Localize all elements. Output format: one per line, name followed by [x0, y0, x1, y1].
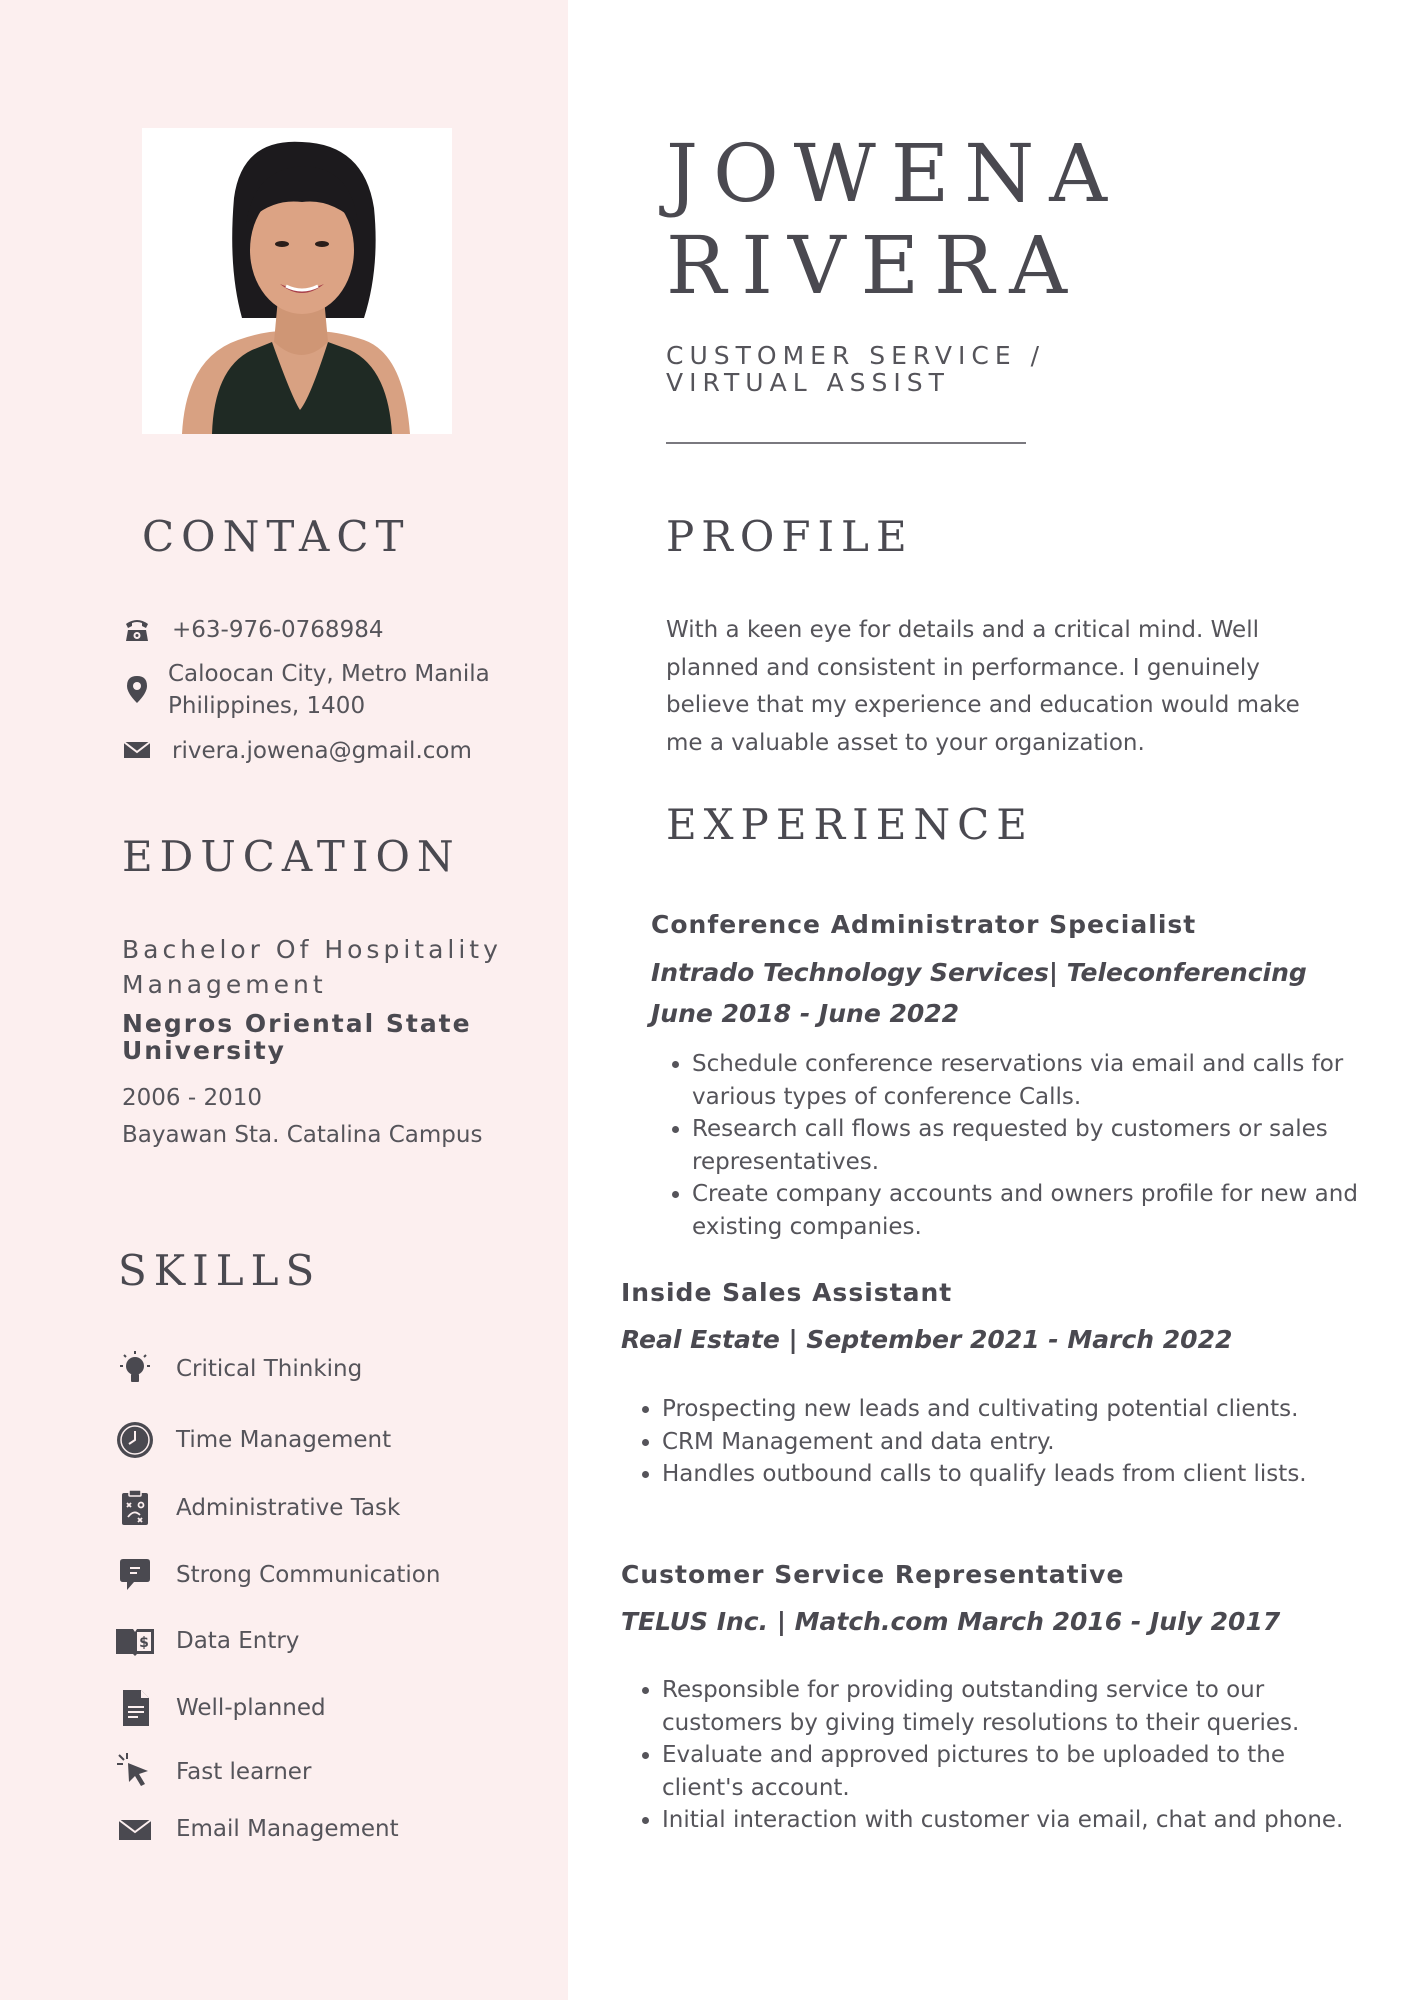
- skill-label: Strong Communication: [176, 1562, 441, 1588]
- skill-label: Fast learner: [176, 1759, 312, 1785]
- contact-heading: CONTACT: [142, 512, 411, 561]
- ledger-book-icon: [114, 1620, 156, 1662]
- svg-text:$: $: [139, 1635, 149, 1651]
- list-item: • Initial interaction with customer via email, chat and phone.: [662, 1804, 1362, 1837]
- address-line: Philippines, 1400: [168, 693, 366, 719]
- list-item: • Evaluate and approved pictures to be uploaded to the client's account.: [662, 1739, 1362, 1804]
- job-dates: June 2018 - June 2022: [651, 999, 960, 1028]
- profile-summary: With a keen eye for details and a critical mind. Well planned and consistent in performance. I genuinely believe that my experience and education would make me a valuable asset to your organization.: [666, 617, 1300, 756]
- envelope-icon: [114, 1808, 156, 1850]
- list-item: • Schedule conference reservations via email and calls for various types of conference Calls.: [692, 1048, 1392, 1113]
- list-item: • Responsible for providing outstanding service to our customers by giving timely resolutions to their queries.: [662, 1674, 1362, 1739]
- list-item: • CRM Management and data entry.: [662, 1426, 1402, 1459]
- education-heading: EDUCATION: [122, 832, 461, 881]
- chat-bubble-icon: [114, 1554, 156, 1596]
- envelope-icon: [122, 735, 152, 765]
- document-icon: [114, 1687, 156, 1729]
- job-role-line: VIRTUAL ASSIST: [666, 368, 950, 397]
- candidate-name: [666, 128, 1366, 312]
- list-item: • Prospecting new leads and cultivating potential clients.: [662, 1393, 1402, 1426]
- divider: [666, 442, 1026, 444]
- contact-address: [122, 658, 490, 722]
- job-responsibilities: [622, 1674, 1362, 1837]
- skill-label: Administrative Task: [176, 1495, 401, 1521]
- job-role: [666, 342, 1166, 396]
- list-item: • Handles outbound calls to qualify leads from client lists.: [662, 1458, 1402, 1491]
- job-title: Inside Sales Assistant: [621, 1278, 953, 1307]
- cursor-click-icon: [114, 1751, 156, 1793]
- job-company: Real Estate | September 2021 - March 2022: [621, 1325, 1233, 1354]
- skill-item: [114, 1620, 299, 1662]
- contact-email: [122, 735, 472, 767]
- clipboard-icon: [114, 1487, 156, 1529]
- education-years: 2006 - 2010: [122, 1085, 262, 1111]
- job-role-line: CUSTOMER SERVICE /: [666, 341, 1046, 370]
- skill-label: Email Management: [176, 1816, 399, 1842]
- education-school: Negros Oriental State University: [122, 1009, 472, 1065]
- job-company: Intrado Technology Services| Teleconferencing: [651, 958, 1307, 987]
- skill-label: Time Management: [176, 1427, 392, 1453]
- education-degree: Bachelor Of Hospitality Management: [122, 935, 502, 999]
- first-name: JOWENA: [666, 127, 1123, 220]
- skill-item: [114, 1487, 400, 1529]
- email-address[interactable]: rivera.jowena@gmail.com: [172, 738, 472, 764]
- phone-number: +63-976-0768984: [172, 617, 384, 643]
- contact-phone: [122, 614, 383, 646]
- address: [168, 658, 490, 722]
- skill-label: Critical Thinking: [176, 1356, 363, 1382]
- job-responsibilities: [652, 1048, 1392, 1243]
- clock-icon: [114, 1419, 156, 1461]
- skill-item: [114, 1348, 362, 1390]
- location-pin-icon: [122, 674, 152, 704]
- profile-heading: PROFILE: [666, 512, 914, 561]
- skill-item: [114, 1554, 440, 1596]
- job-title: Customer Service Representative: [621, 1560, 1125, 1589]
- education-campus: Bayawan Sta. Catalina Campus: [122, 1122, 483, 1148]
- skill-item: [114, 1751, 311, 1793]
- list-item: • Research call flows as requested by customers or sales representatives.: [692, 1113, 1392, 1178]
- last-name: RIVERA: [666, 219, 1083, 312]
- experience-heading: EXPERIENCE: [666, 800, 1034, 849]
- telephone-icon: [122, 614, 152, 644]
- job-title: Conference Administrator Specialist: [651, 910, 1197, 939]
- skill-item: [114, 1419, 391, 1461]
- skill-label: Well-planned: [176, 1695, 326, 1721]
- lightbulb-icon: [114, 1348, 156, 1390]
- job-responsibilities: [622, 1393, 1402, 1491]
- skill-item: [114, 1687, 326, 1729]
- job-company: TELUS Inc. | Match.com March 2016 - July 2017: [621, 1607, 1281, 1636]
- list-item: • Create company accounts and owners profile for new and existing companies.: [692, 1178, 1392, 1243]
- profile-photo: [142, 128, 452, 434]
- skills-heading: SKILLS: [118, 1246, 322, 1295]
- address-line: Caloocan City, Metro Manila: [168, 661, 490, 687]
- skill-label: Data Entry: [176, 1628, 300, 1654]
- skill-item: [114, 1808, 399, 1850]
